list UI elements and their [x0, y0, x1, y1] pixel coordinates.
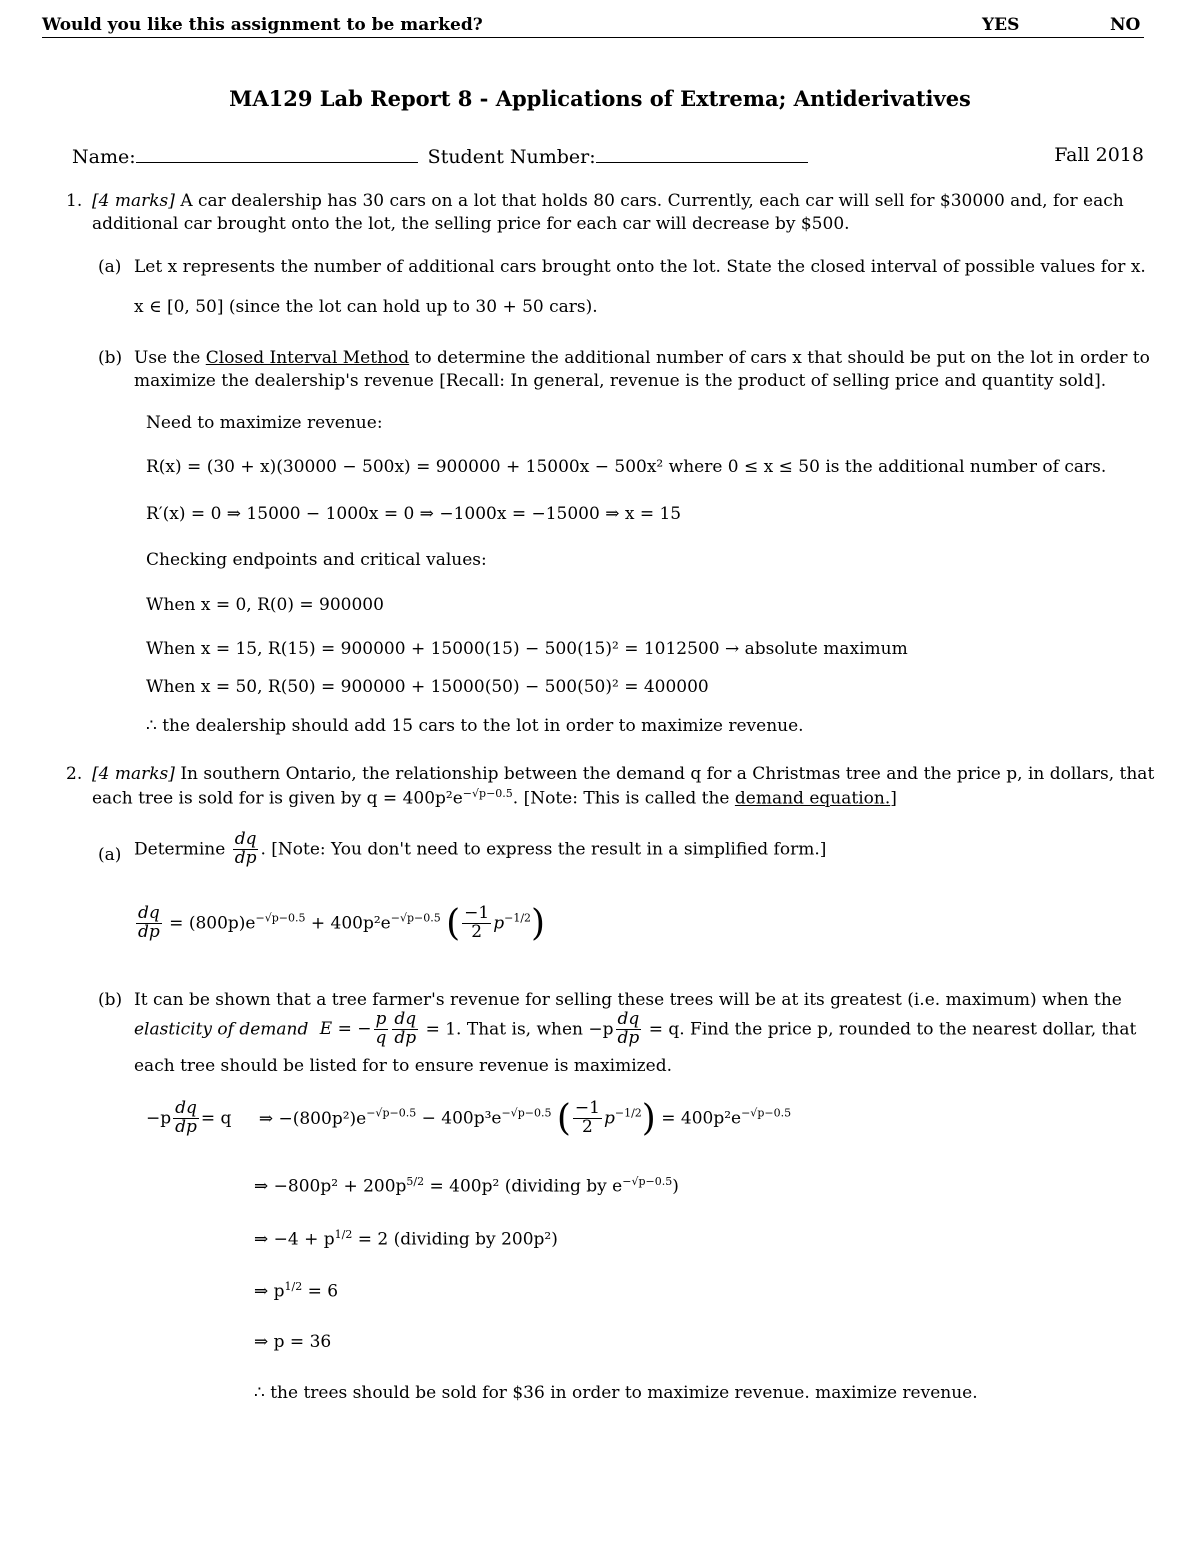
no-option[interactable]: NO [1110, 15, 1141, 35]
q2-line2-pre: each tree is sold for is given by q = 400p²e [92, 788, 463, 809]
q1-number: 1. [66, 191, 83, 211]
q2-line1 [92, 764, 1154, 784]
s1-rhs-1: ⇒ −(800p²)e [258, 1108, 367, 1129]
q2b-line1: It can be shown that a tree farmer's revenue for selling these trees will be at its greatest (i.e. maximum) when the [134, 990, 1122, 1010]
q2a-ans-exp1: −√p−0.5 [255, 911, 306, 925]
q1-line1-text: A car dealership has 30 cars on a lot that holds 80 cars. Currently, each car will sell for $30000 and, for each [180, 191, 1124, 211]
s1-paren-tail: p [603, 1108, 615, 1129]
yes-option[interactable]: YES [982, 15, 1020, 35]
q1b-step4: Checking endpoints and critical values: [146, 550, 487, 570]
name-label: Name: [72, 146, 136, 168]
q2-number: 2. [66, 764, 83, 784]
q1a-label: (a) [98, 257, 122, 277]
q2b-frac1 [374, 1011, 389, 1048]
s4-exp: 1/2 [284, 1280, 303, 1293]
q2a-ans-frac-num: dq [138, 903, 160, 924]
q2a-paren-frac [462, 905, 491, 942]
q2a-paren-frac-num: −1 [464, 903, 490, 924]
q2b-frac1-num: p [375, 1009, 387, 1029]
q2b-frac2 [392, 1011, 418, 1048]
s1-lhs-pre: −p [146, 1108, 172, 1129]
q2a-frac-num: dq [234, 829, 257, 849]
student-number-field[interactable] [596, 144, 808, 163]
q2a-answer [134, 903, 545, 944]
q2a-paren-tail: p [493, 913, 505, 934]
q2b-post: = q. Find the price p, rounded to the nearest dollar, that [648, 1019, 1137, 1040]
s3-text: ⇒ −4 + p [254, 1229, 335, 1250]
q2a-paren-frac-den: 2 [471, 922, 483, 942]
q2b-step1 [146, 1098, 791, 1139]
q1b-conclusion: ∴ the dealership should add 15 cars to the lot in order to maximize revenue. [146, 716, 804, 736]
demand-equation-link: demand equation. [734, 788, 891, 809]
q1a-answer: x ∈ [0, 50] (since the lot can hold up to 30 + 50 cars). [134, 297, 598, 317]
q2b-conclusion: ∴ the trees should be sold for $36 in order to maximize revenue. maximize revenue. [254, 1383, 978, 1403]
q1b-step6: When x = 15, R(15) = 900000 + 15000(15) − 500(15)² = 1012500 → absolute maximum [146, 639, 908, 659]
q2a-ans-exp2: −√p−0.5 [390, 911, 441, 925]
s1-paren-frac-den: 2 [582, 1117, 593, 1137]
s1-rhs-3: = 400p²e [661, 1108, 742, 1129]
marking-question: Would you like this assignment to be marked? [42, 15, 483, 35]
q1-line1 [92, 191, 1124, 211]
s1-rhs-exp3: −√p−0.5 [741, 1106, 792, 1120]
q2b-frac1-den: q [375, 1027, 387, 1048]
student-number-label: Student Number: [427, 146, 596, 168]
q1b-step1: Need to maximize revenue: [146, 413, 383, 433]
s2-post: = 400p² (dividing by e [424, 1176, 623, 1197]
q2a-ans-frac [136, 905, 162, 942]
q1-line2: additional car brought onto the lot, the selling price for each car will decrease by $500. [92, 214, 850, 234]
closed-interval-method-link: Closed Interval Method [205, 348, 410, 368]
s4-post: = 6 [302, 1281, 339, 1302]
q2b-frac2-num: dq [394, 1009, 417, 1029]
q1b-step3: R′(x) = 0 ⇒ 15000 − 1000x = 0 ⇒ −1000x = −15000 ⇒ x = 15 [146, 504, 682, 524]
q2-marks: [4 marks] [92, 764, 175, 784]
q2a-text [134, 831, 826, 868]
q2-line2-post: ] [890, 788, 897, 809]
q2a-post: . [Note: You don't need to express the result in a simplified form.] [260, 839, 827, 860]
q2a-frac-den: dp [234, 847, 257, 868]
page-title: MA129 Lab Report 8 - Applications of Extrema; Antiderivatives [229, 86, 971, 111]
q2a-paren-close: ) [531, 903, 546, 944]
q2b-frac3-den: dp [617, 1027, 640, 1048]
elasticity-term: elasticity of demand [134, 1019, 309, 1040]
q2-line1-text: In southern Ontario, the relationship between the demand q for a Christmas tree and the price p, in dollars, that [180, 764, 1155, 784]
q2b-E: E = − [319, 1019, 372, 1040]
s1-paren-close: ) [641, 1098, 656, 1139]
q1b-line2: maximize the dealership's revenue [Recall: In general, revenue is the product of selling price and quantity sold]. [134, 371, 1107, 391]
q2b-frac3-num: dq [617, 1009, 640, 1029]
q2-line2-exp: −√p−0.5 [462, 787, 513, 800]
q2a-fraction [233, 831, 259, 868]
term-label: Fall 2018 [1054, 144, 1144, 166]
q2a-label: (a) [98, 845, 122, 865]
q2a-paren-exp: −1/2 [504, 911, 532, 925]
s1-rhs-2: − 400p³e [416, 1108, 502, 1129]
q2b-mid: = 1. That is, when −p [425, 1019, 614, 1040]
header-rule [42, 37, 1144, 38]
s4-text: ⇒ p [254, 1281, 285, 1302]
q1a-text: Let x represents the number of additional cars brought onto the lot. State the closed interval of possible values for x. [134, 257, 1146, 277]
s1-paren-open: ( [556, 1098, 571, 1139]
s1-lhs-post: = q [200, 1108, 232, 1129]
s1-lhs-frac [173, 1100, 199, 1137]
q2b-step2 [254, 1175, 679, 1197]
q1b-line1-pre: Use the [134, 348, 201, 368]
s1-rhs-exp1: −√p−0.5 [366, 1106, 417, 1120]
s1-lhs-frac-num: dq [175, 1098, 197, 1119]
s3-exp: 1/2 [334, 1228, 353, 1241]
q2b-line2 [134, 1011, 1136, 1048]
s2-close: ) [672, 1176, 679, 1197]
q1-marks: [4 marks] [92, 191, 175, 211]
s2-exp2: −√p−0.5 [622, 1175, 673, 1188]
s1-paren-frac-num: −1 [574, 1098, 600, 1119]
q2a-ans-frac-den: dp [138, 922, 160, 942]
q2a-ans-part2: + 400p²e [305, 913, 391, 934]
q2b-line3: each tree should be listed for to ensure revenue is maximized. [134, 1056, 672, 1076]
s1-rhs-exp2: −√p−0.5 [501, 1106, 552, 1120]
s1-paren-frac [573, 1100, 602, 1137]
name-field[interactable] [136, 144, 418, 163]
q2-line2-mid: . [Note: This is called the [512, 788, 730, 809]
s1-lhs-frac-den: dp [175, 1117, 197, 1137]
q1b-line1 [134, 348, 1150, 368]
q2b-label: (b) [98, 990, 123, 1010]
q2b-step4 [254, 1280, 338, 1302]
q1b-step7: When x = 50, R(50) = 900000 + 15000(50) − 500(50)² = 400000 [146, 677, 709, 697]
q2a-paren-open: ( [446, 903, 461, 944]
s3-post: = 2 (dividing by 200p²) [352, 1229, 558, 1250]
q2-line2 [92, 787, 897, 809]
s2-text: ⇒ −800p² + 200p [254, 1176, 407, 1197]
q2a-ans-part1: = (800p)e [169, 913, 256, 934]
q1b-step5: When x = 0, R(0) = 900000 [146, 595, 384, 615]
q2b-frac2-den: dp [394, 1027, 417, 1048]
info-line [72, 144, 808, 168]
q1b-line1-post: to determine the additional number of cars x that should be put on the lot in order to [414, 348, 1150, 368]
q2b-frac3 [616, 1011, 642, 1048]
q2b-step5: ⇒ p = 36 [254, 1332, 332, 1352]
s1-paren-exp: −1/2 [614, 1106, 642, 1120]
q1b-step2: R(x) = (30 + x)(30000 − 500x) = 900000 + 15000x − 500x² where 0 ≤ x ≤ 50 is the additional number of cars. [146, 457, 1107, 477]
q2b-step3 [254, 1228, 558, 1250]
q2a-pre: Determine [134, 839, 226, 860]
s2-exp: 5/2 [406, 1175, 425, 1188]
q1b-label: (b) [98, 348, 123, 368]
